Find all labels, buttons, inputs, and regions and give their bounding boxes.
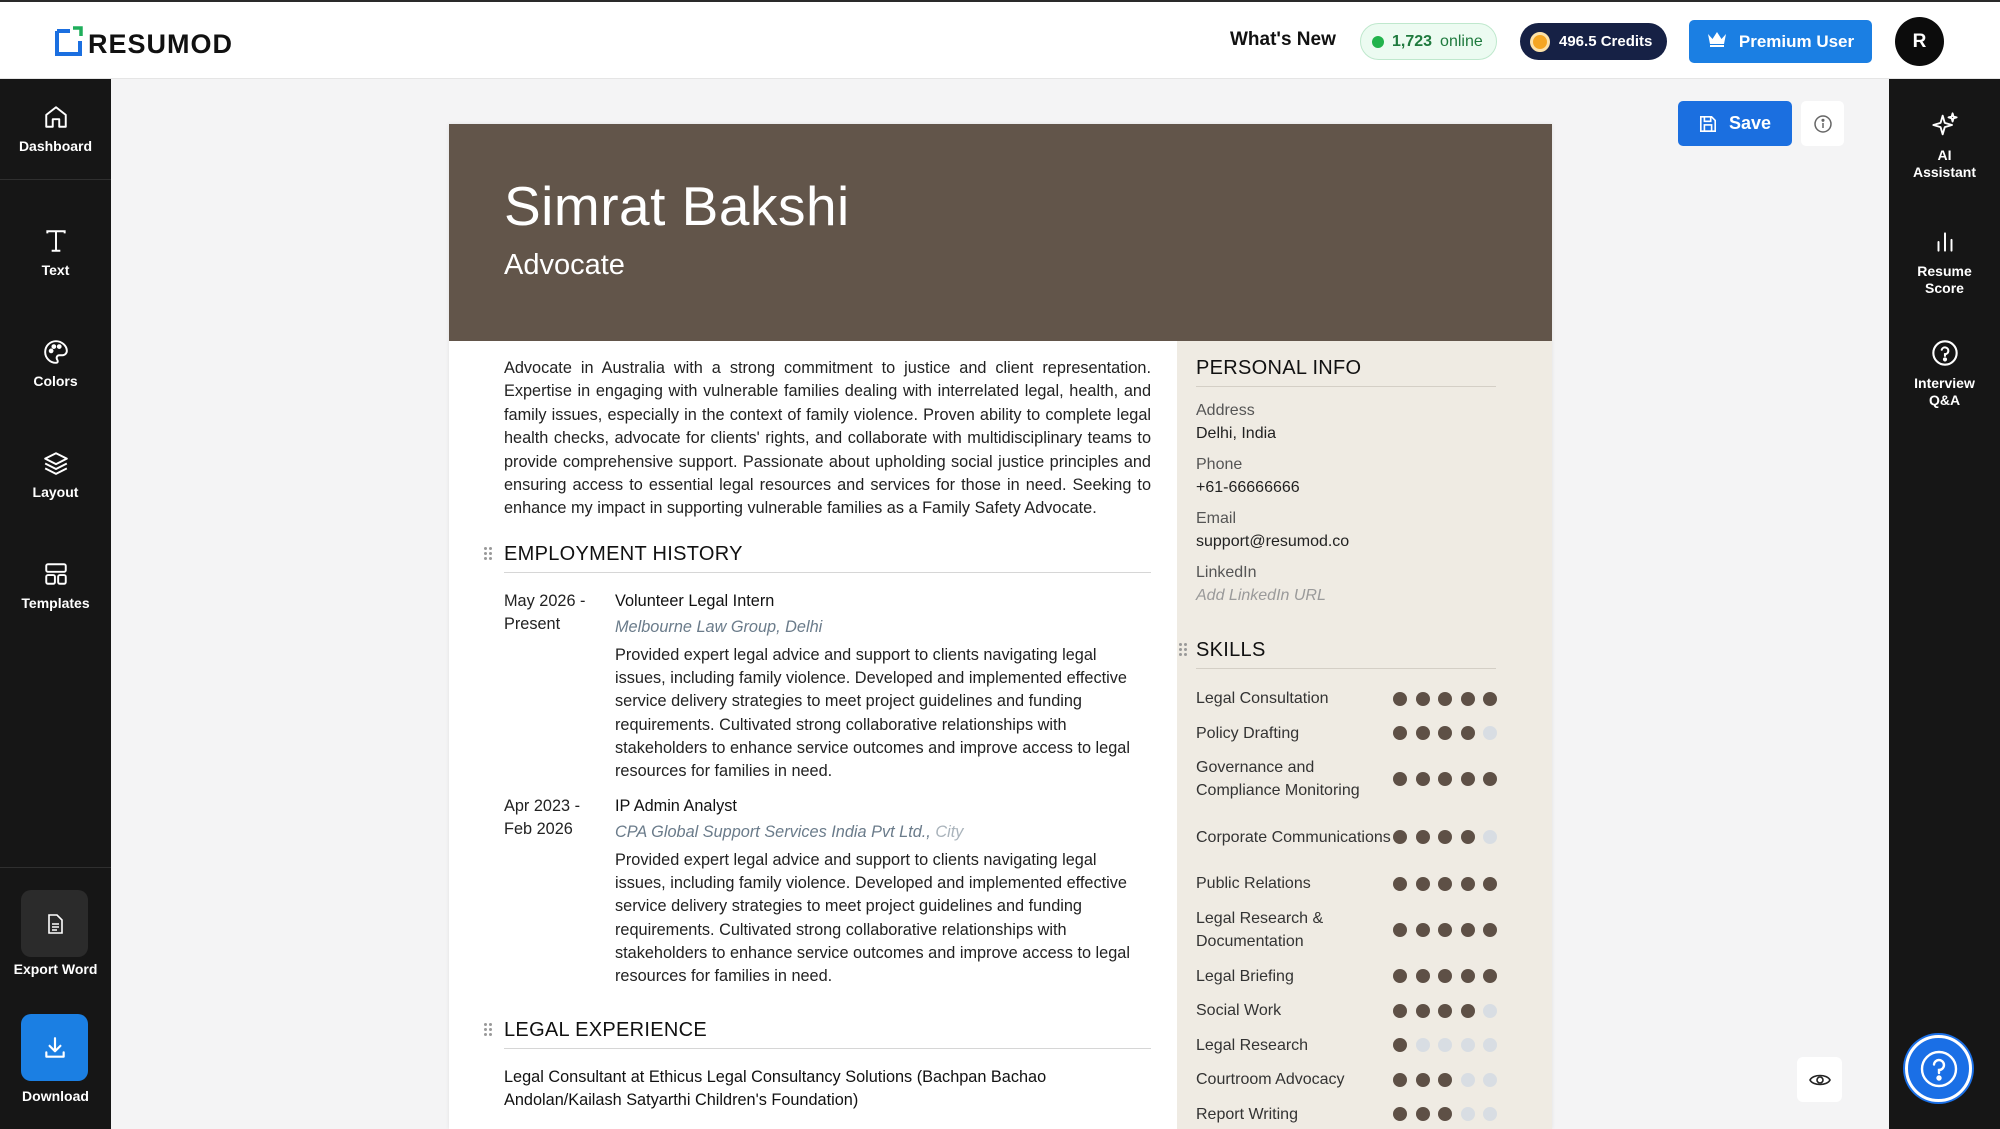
skill-level-dot[interactable] [1393, 772, 1407, 786]
legal-experience-heading[interactable] [504, 1019, 1151, 1049]
nav-resume-score[interactable] [1889, 229, 2000, 297]
date-start: Apr 2023 - [504, 796, 581, 815]
nav-interview-qa[interactable] [1889, 339, 2000, 409]
skill-level-dot[interactable] [1393, 692, 1407, 706]
skill-rating[interactable] [1393, 692, 1506, 706]
section-title: LEGAL EXPERIENCE [504, 1019, 708, 1042]
skill-rating[interactable] [1393, 969, 1506, 983]
skill-level-dot[interactable] [1483, 1038, 1497, 1052]
right-sidebar [1889, 79, 2000, 1129]
skill-level-dot[interactable] [1461, 1073, 1475, 1087]
personal-info-value: Delhi, India [1196, 425, 1277, 442]
skill-level-dot[interactable] [1438, 969, 1452, 983]
legal-experience-entry[interactable] [504, 1066, 1151, 1112]
app-name: RESUMOD [88, 28, 234, 59]
nav-label: Layout [32, 483, 79, 500]
online-status-badge [1360, 23, 1497, 60]
nav-label: Templates [21, 594, 90, 611]
nav-label: Text [41, 261, 70, 278]
skill-level-dot[interactable] [1483, 1107, 1497, 1121]
nav-label: Interview Q&A [1914, 375, 1975, 408]
personal-info-item[interactable] [1196, 453, 1496, 499]
palette-icon [43, 339, 69, 365]
nav-label: Colors [33, 372, 78, 389]
skill-name: Corporate Communications [1196, 828, 1391, 846]
skill-level-dot[interactable] [1416, 726, 1430, 740]
nav-label: AI Assistant [1912, 147, 1977, 180]
skill-row[interactable] [1196, 722, 1496, 745]
drag-handle-icon[interactable] [484, 547, 494, 563]
skill-level-dot[interactable] [1461, 969, 1475, 983]
nav-ai-assistant[interactable] [1889, 111, 2000, 181]
skill-row[interactable] [1196, 756, 1496, 802]
skill-level-dot[interactable] [1461, 1004, 1475, 1018]
left-sidebar [0, 79, 111, 1129]
credits-value: 496.5 Credits [1559, 33, 1653, 50]
skill-level-dot[interactable] [1438, 692, 1452, 706]
resume-job-title[interactable]: Advocate [504, 249, 625, 281]
employment-entry[interactable] [504, 795, 1151, 989]
company-text: CPA Global Support Services India Pvt Ltd., [615, 822, 931, 841]
skill-name: Social Work [1196, 1002, 1282, 1019]
floppy-disk-icon [1699, 115, 1717, 133]
skill-level-dot[interactable] [1438, 1004, 1452, 1018]
skill-level-dot[interactable] [1461, 877, 1475, 891]
nav-templates[interactable] [0, 538, 111, 633]
premium-label: Premium User [1738, 31, 1855, 51]
skill-rating[interactable] [1393, 1073, 1506, 1087]
skill-level-dot[interactable] [1438, 1038, 1452, 1052]
skill-row[interactable] [1196, 687, 1496, 710]
skill-level-dot[interactable] [1483, 923, 1497, 937]
skill-level-dot[interactable] [1461, 1038, 1475, 1052]
nav-colors[interactable] [0, 316, 111, 411]
resume-side-column [1177, 341, 1552, 1129]
personal-info-list [1196, 399, 1496, 607]
skill-name: Legal Briefing [1196, 967, 1294, 985]
save-button[interactable] [1678, 101, 1792, 146]
skill-name: Legal Research [1196, 1036, 1309, 1054]
text-icon [43, 228, 69, 254]
skill-level-dot[interactable] [1438, 772, 1452, 786]
skill-level-dot[interactable] [1416, 877, 1430, 891]
skill-level-dot[interactable] [1483, 772, 1497, 786]
export-word-button[interactable] [21, 890, 88, 957]
date-end: Feb 2026 [504, 819, 573, 838]
legal-entry-title: Legal Consultant at Ethicus Legal Consultancy Solutions (Bachpan Bachao [504, 1068, 1047, 1087]
job-description: Provided expert legal advice and support to clients navigating legal issues, including family violence. Developed and implemented effective service delivery strategies to meet project guidelines and funding requirements. Cultivated strong collaborative relationships with stakeholders to enhance service outcomes and improve access to legal resources for families in need. [615, 850, 1130, 986]
skill-level-dot[interactable] [1483, 969, 1497, 983]
bar-chart-icon [1932, 229, 1958, 255]
skill-level-dot[interactable] [1416, 923, 1430, 937]
personal-info-value: +61-66666666 [1196, 479, 1300, 496]
company-name [615, 616, 1151, 639]
skill-level-dot[interactable] [1416, 1038, 1430, 1052]
save-label: Save [1728, 113, 1772, 133]
skill-level-dot[interactable] [1416, 772, 1430, 786]
skill-level-dot[interactable] [1416, 692, 1430, 706]
skill-level-dot[interactable] [1393, 1038, 1407, 1052]
eye-icon [1809, 1072, 1831, 1088]
skill-row[interactable] [1196, 872, 1496, 895]
skill-level-dot[interactable] [1438, 1107, 1452, 1121]
nav-label: Dashboard [18, 138, 93, 154]
skill-rating[interactable] [1393, 1004, 1506, 1018]
layers-icon [43, 450, 69, 476]
skill-level-dot[interactable] [1438, 726, 1452, 740]
skill-level-dot[interactable] [1483, 1073, 1497, 1087]
skill-level-dot[interactable] [1483, 692, 1497, 706]
resume-name[interactable]: Simrat Bakshi [504, 175, 850, 237]
date-end: Present [504, 614, 561, 633]
question-icon [1931, 339, 1959, 367]
skills-section[interactable] [1196, 639, 1496, 1129]
coin-icon [1530, 32, 1550, 52]
skill-rating[interactable] [1393, 726, 1506, 740]
personal-info-label: LinkedIn [1196, 564, 1257, 581]
download-button[interactable] [21, 1014, 88, 1081]
skill-name: Policy Drafting [1196, 724, 1300, 742]
skill-row[interactable] [1196, 814, 1496, 860]
download-label: Download [22, 1088, 89, 1104]
legal-entry-title-cont: Andolan/Kailash Satyarthi Children's Foundation) [504, 1091, 859, 1110]
skill-rating[interactable] [1393, 1107, 1506, 1121]
drag-handle-icon[interactable] [484, 1023, 494, 1039]
employment-dates [504, 590, 604, 636]
personal-info-section[interactable] [1196, 357, 1496, 615]
user-avatar[interactable]: R [1895, 17, 1944, 66]
company-text: Melbourne Law Group, Delhi [615, 617, 823, 636]
skill-level-dot[interactable] [1393, 923, 1407, 937]
app-logo[interactable] [54, 22, 233, 60]
skill-row[interactable] [1196, 1034, 1496, 1057]
online-dot-icon [1372, 36, 1384, 48]
skill-level-dot[interactable] [1393, 877, 1407, 891]
skill-name: Public Relations [1196, 875, 1311, 892]
skill-level-dot[interactable] [1438, 877, 1452, 891]
skill-row[interactable] [1196, 999, 1496, 1022]
preview-button[interactable] [1797, 1057, 1842, 1102]
help-button[interactable] [1905, 1035, 1972, 1102]
skill-level-dot[interactable] [1393, 1107, 1407, 1121]
skill-name: Legal Consultation [1196, 690, 1329, 707]
credits-badge[interactable] [1520, 23, 1667, 60]
skill-level-dot[interactable] [1483, 726, 1497, 740]
personal-info-label: Email [1196, 510, 1237, 527]
company-city: City [935, 822, 964, 841]
skill-name: Courtroom Advocacy [1196, 1071, 1345, 1088]
info-button[interactable] [1801, 101, 1844, 146]
info-icon [1813, 114, 1833, 134]
personal-info-value: support@resumod.co [1196, 533, 1350, 550]
skill-level-dot[interactable] [1461, 830, 1475, 844]
skill-rating[interactable] [1393, 830, 1506, 844]
personal-info-item[interactable] [1196, 399, 1496, 445]
crown-icon [1707, 31, 1727, 52]
skill-level-dot[interactable] [1393, 1073, 1407, 1087]
top-bar [0, 0, 2000, 79]
online-count: 1,723 [1392, 32, 1433, 50]
skill-level-dot[interactable] [1393, 969, 1407, 983]
skills-heading [1196, 639, 1496, 669]
skill-rating[interactable] [1393, 1038, 1506, 1052]
resume-page [449, 124, 1552, 1129]
skill-level-dot[interactable] [1393, 830, 1407, 844]
job-description: Provided expert legal advice and support to clients navigating legal issues, including family violence. Developed and implemented effective service delivery strategies to meet project guidelines and funding requirements. Cultivated strong collaborative relationships with stakeholders to enhance service outcomes and improve access to legal resources for families in need. [615, 645, 1130, 781]
job-role: Volunteer Legal Intern [615, 591, 775, 610]
employment-entry[interactable] [504, 590, 1151, 784]
document-icon [46, 914, 64, 934]
sparkle-icon [1931, 111, 1959, 139]
skill-row[interactable] [1196, 907, 1496, 953]
skill-level-dot[interactable] [1416, 830, 1430, 844]
skill-row[interactable] [1196, 1103, 1496, 1126]
resume-main-column [504, 341, 1151, 1112]
resume-header [449, 124, 1552, 341]
help-icon [1919, 1049, 1959, 1089]
section-title: SKILLS [1196, 639, 1266, 661]
skill-level-dot[interactable] [1416, 1107, 1430, 1121]
skill-level-dot[interactable] [1461, 726, 1475, 740]
nav-label: Resume Score [1917, 263, 1972, 296]
download-icon [42, 1035, 68, 1061]
skill-name: Governance and Compliance Monitoring [1196, 759, 1360, 799]
skill-level-dot[interactable] [1461, 923, 1475, 937]
job-role: IP Admin Analyst [615, 796, 737, 815]
skill-level-dot[interactable] [1393, 726, 1407, 740]
skill-level-dot[interactable] [1416, 1004, 1430, 1018]
skill-level-dot[interactable] [1438, 1073, 1452, 1087]
skill-name: Legal Research & Documentation [1196, 909, 1324, 950]
online-label: online [1440, 32, 1483, 50]
nav-dashboard[interactable] [0, 79, 111, 179]
skill-rating[interactable] [1393, 772, 1506, 786]
templates-icon [43, 561, 69, 587]
personal-info-value: Add LinkedIn URL [1196, 587, 1326, 604]
skill-row[interactable] [1196, 965, 1496, 988]
skill-level-dot[interactable] [1393, 1004, 1407, 1018]
skill-row[interactable] [1196, 1068, 1496, 1091]
personal-info-label: Phone [1196, 456, 1243, 473]
logo-mark-icon [54, 25, 84, 57]
skill-level-dot[interactable] [1438, 923, 1452, 937]
company-name [615, 821, 1151, 844]
nav-layout[interactable] [0, 427, 111, 522]
skill-level-dot[interactable] [1483, 877, 1497, 891]
personal-info-label: Address [1196, 402, 1255, 419]
personal-info-item[interactable] [1196, 561, 1496, 607]
export-word-label: Export Word [13, 961, 98, 977]
date-start: May 2026 - [504, 591, 586, 610]
skill-level-dot[interactable] [1461, 1107, 1475, 1121]
drag-handle-icon[interactable] [1179, 643, 1189, 659]
skill-level-dot[interactable] [1438, 830, 1452, 844]
employment-dates [504, 795, 604, 841]
premium-user-button[interactable] [1689, 20, 1872, 63]
skill-rating[interactable] [1393, 923, 1506, 937]
employment-history-heading[interactable] [504, 543, 1151, 573]
skill-level-dot[interactable] [1416, 969, 1430, 983]
divider [0, 867, 111, 868]
skill-level-dot[interactable] [1483, 830, 1497, 844]
personal-info-item[interactable] [1196, 507, 1496, 553]
nav-text[interactable] [0, 205, 111, 300]
section-title: EMPLOYMENT HISTORY [504, 542, 743, 565]
divider [0, 179, 111, 180]
personal-info-heading: PERSONAL INFO [1196, 357, 1496, 387]
skill-level-dot[interactable] [1461, 772, 1475, 786]
skill-level-dot[interactable] [1461, 692, 1475, 706]
professional-summary[interactable]: Advocate in Australia with a strong commitment to justice and client representation. Expertise in engaging with vulnerable families dealing with interrelated legal, health, and family issues, especially in the context of family violence. Proven ability to complete legal health checks, advocate for clients' rights, and collaborate with multidisciplinary teams to provide comprehensive support. Passionate about upholding social justice principles and ensuring access to essential legal resources and services for those in need. Seeking to enhance my impact in supporting vulnerable families as a Family Safety Advocate. [504, 359, 1151, 518]
skill-name: Report Writing [1196, 1105, 1298, 1123]
skill-rating[interactable] [1393, 877, 1506, 891]
skill-level-dot[interactable] [1416, 1073, 1430, 1087]
home-icon [43, 104, 69, 130]
whats-new-link[interactable]: What's New [1230, 29, 1336, 50]
skills-list [1196, 687, 1496, 1126]
skill-level-dot[interactable] [1483, 1004, 1497, 1018]
